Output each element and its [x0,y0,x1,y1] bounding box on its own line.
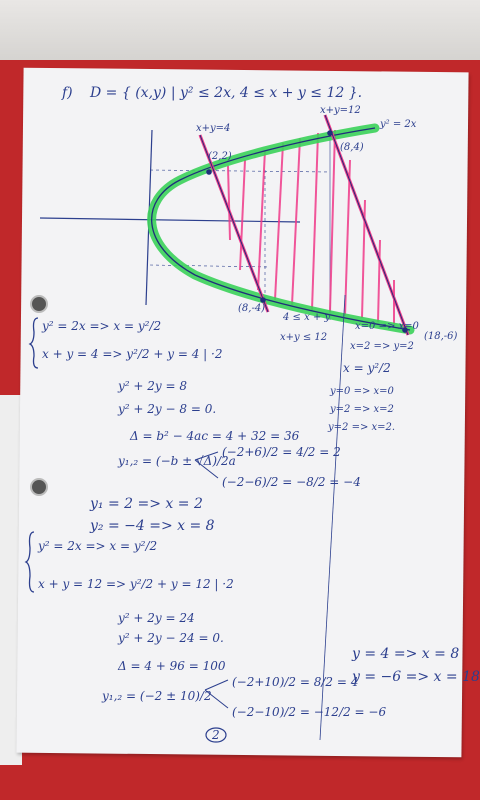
label-8-neg4: (8,-4) [238,303,266,314]
s2-line2: x + y = 12 => y²/2 + y = 12 | ·2 [38,577,234,591]
page-mark: 2 [212,728,220,742]
s1-roots-lhs: y₁,₂ = (−b ± √Δ)/2a [118,454,236,468]
s1-line3: y² + 2y = 8 [118,379,188,393]
s2-root2: (−2−10)/2 = −12/2 = −6 [232,705,387,719]
problem-part: f) [62,85,73,101]
brace-system2 [26,532,34,592]
s2-delta: Δ = 4 + 96 = 100 [118,659,226,673]
curve-label: y² = 2x [380,119,417,130]
parabola-highlight [152,128,410,330]
line-x-plus-y-12-ink [325,115,408,335]
s1-line1: y² = 2x => x = y²/2 [42,319,162,333]
line-small-label: x+y=4 [196,123,231,134]
s1-root2: (−2−6)/2 = −8/2 = −4 [222,475,361,489]
side-bottom-right: x=2 => y=2 [350,341,414,352]
brace-system1 [30,318,38,368]
s2-res2: y = −6 => x = 18 [352,669,480,685]
point-2-2 [206,169,212,175]
s2-res1: y = 4 => x = 8 [352,646,460,662]
s2-roots-lhs: y₁,₂ = (−2 ± 10)/2 [102,689,212,703]
side-row-2: y=2 => x=2 [330,404,394,415]
side-row-1: y=0 => x=0 [330,386,394,397]
point-8-4 [327,130,333,136]
guide-y2 [150,170,330,172]
s2-root1: (−2+10)/2 = 8/2 = 4 [232,675,359,689]
s2-line4: y² + 2y − 24 = 0. [118,631,224,645]
label-2-2: (2,2) [208,151,232,162]
label-18-neg6: (18,-6) [424,331,458,342]
s1-res1: y₁ = 2 => x = 2 [90,496,203,512]
s1-line4: y² + 2y − 8 = 0. [118,402,217,416]
side-x-eq: x = y²/2 [343,361,391,375]
label-8-4: (8,4) [340,142,364,153]
s2-line3: y² + 2y = 24 [118,611,195,625]
point-8-neg4 [260,297,266,303]
s2-line1: y² = 2x => x = y²/2 [38,539,158,553]
line-big-label: x+y=12 [320,105,361,116]
s1-line2: x + y = 4 => y²/2 + y = 4 | ·2 [42,347,223,361]
side-bottom-left: x=0 => x=0 [355,321,419,332]
region-note-1: 4 ≤ x + y [283,312,331,323]
side-row-3: y=2 => x=2. [328,422,396,433]
s1-res2: y₂ = −4 => x = 8 [90,518,215,534]
problem-domain: D = { (x,y) | y² ≤ 2x, 4 ≤ x + y ≤ 12 }. [90,85,363,101]
divider-line [320,295,345,740]
s1-root1: (−2+6)/2 = 4/2 = 2 [222,445,341,459]
region-note-2: x+y ≤ 12 [280,332,328,343]
s1-delta: Δ = b² − 4ac = 4 + 32 = 36 [130,429,300,443]
